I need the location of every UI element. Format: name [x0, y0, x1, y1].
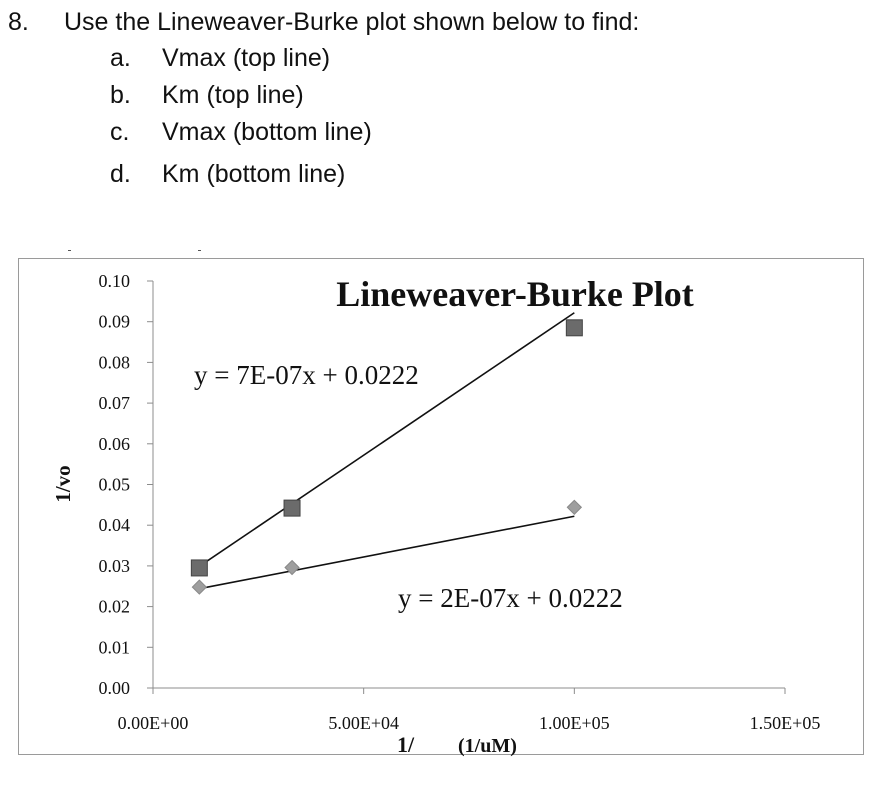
y-tick-label: 0.10	[98, 271, 130, 291]
square-marker	[284, 500, 300, 516]
axes	[99, 271, 821, 733]
y-tick-label: 0.06	[98, 433, 130, 454]
x-tick-label: 1.50E+05	[749, 713, 821, 733]
item-text: Vmax (bottom line)	[162, 118, 372, 146]
y-tick-label: 0.01	[98, 637, 130, 658]
square-marker	[566, 320, 582, 336]
diamond-marker	[567, 500, 581, 514]
trendlines	[199, 313, 574, 589]
y-tick-label: 0.05	[98, 474, 130, 495]
y-tick-label: 0.07	[98, 393, 130, 414]
square-marker	[191, 560, 207, 576]
item-text: Vmax (top line)	[162, 44, 331, 72]
question-number: 8.	[8, 8, 29, 36]
item-text: Km (bottom line)	[162, 160, 346, 188]
x-tick-label: 1.00E+05	[539, 713, 610, 733]
y-tick-label: 0.09	[98, 311, 130, 332]
y-tick-label: 0.02	[98, 596, 130, 617]
item-letter: a.	[110, 44, 131, 72]
trendline-bottom	[199, 516, 574, 588]
item-text: Km (top line)	[162, 81, 304, 109]
item-letter: b.	[110, 81, 131, 109]
y-tick-label: 0.00	[98, 678, 130, 698]
diamond-marker	[192, 580, 206, 594]
y-tick-label: 0.03	[98, 555, 130, 576]
x-axis-label-part1: 1/	[397, 732, 415, 757]
item-letter: d.	[110, 160, 131, 188]
y-tick-label: 0.08	[98, 352, 130, 373]
y-axis-label: 1/vo	[51, 465, 75, 503]
trendline-top	[199, 313, 574, 567]
x-tick-label: 0.00E+00	[117, 713, 189, 733]
y-tick-label: 0.04	[98, 515, 130, 536]
x-tick-label: 5.00E+04	[328, 713, 399, 733]
question-stem: Use the Lineweaver-Burke plot shown below to find:	[64, 8, 640, 36]
x-axis-label-part2: (1/uM)	[458, 735, 517, 757]
chart-title: Lineweaver-Burke Plot	[336, 274, 694, 314]
equation-bottom-line: y = 2E-07x + 0.0222	[398, 583, 623, 613]
equation-top-line: y = 7E-07x + 0.0222	[194, 360, 419, 390]
item-letter: c.	[110, 118, 130, 146]
